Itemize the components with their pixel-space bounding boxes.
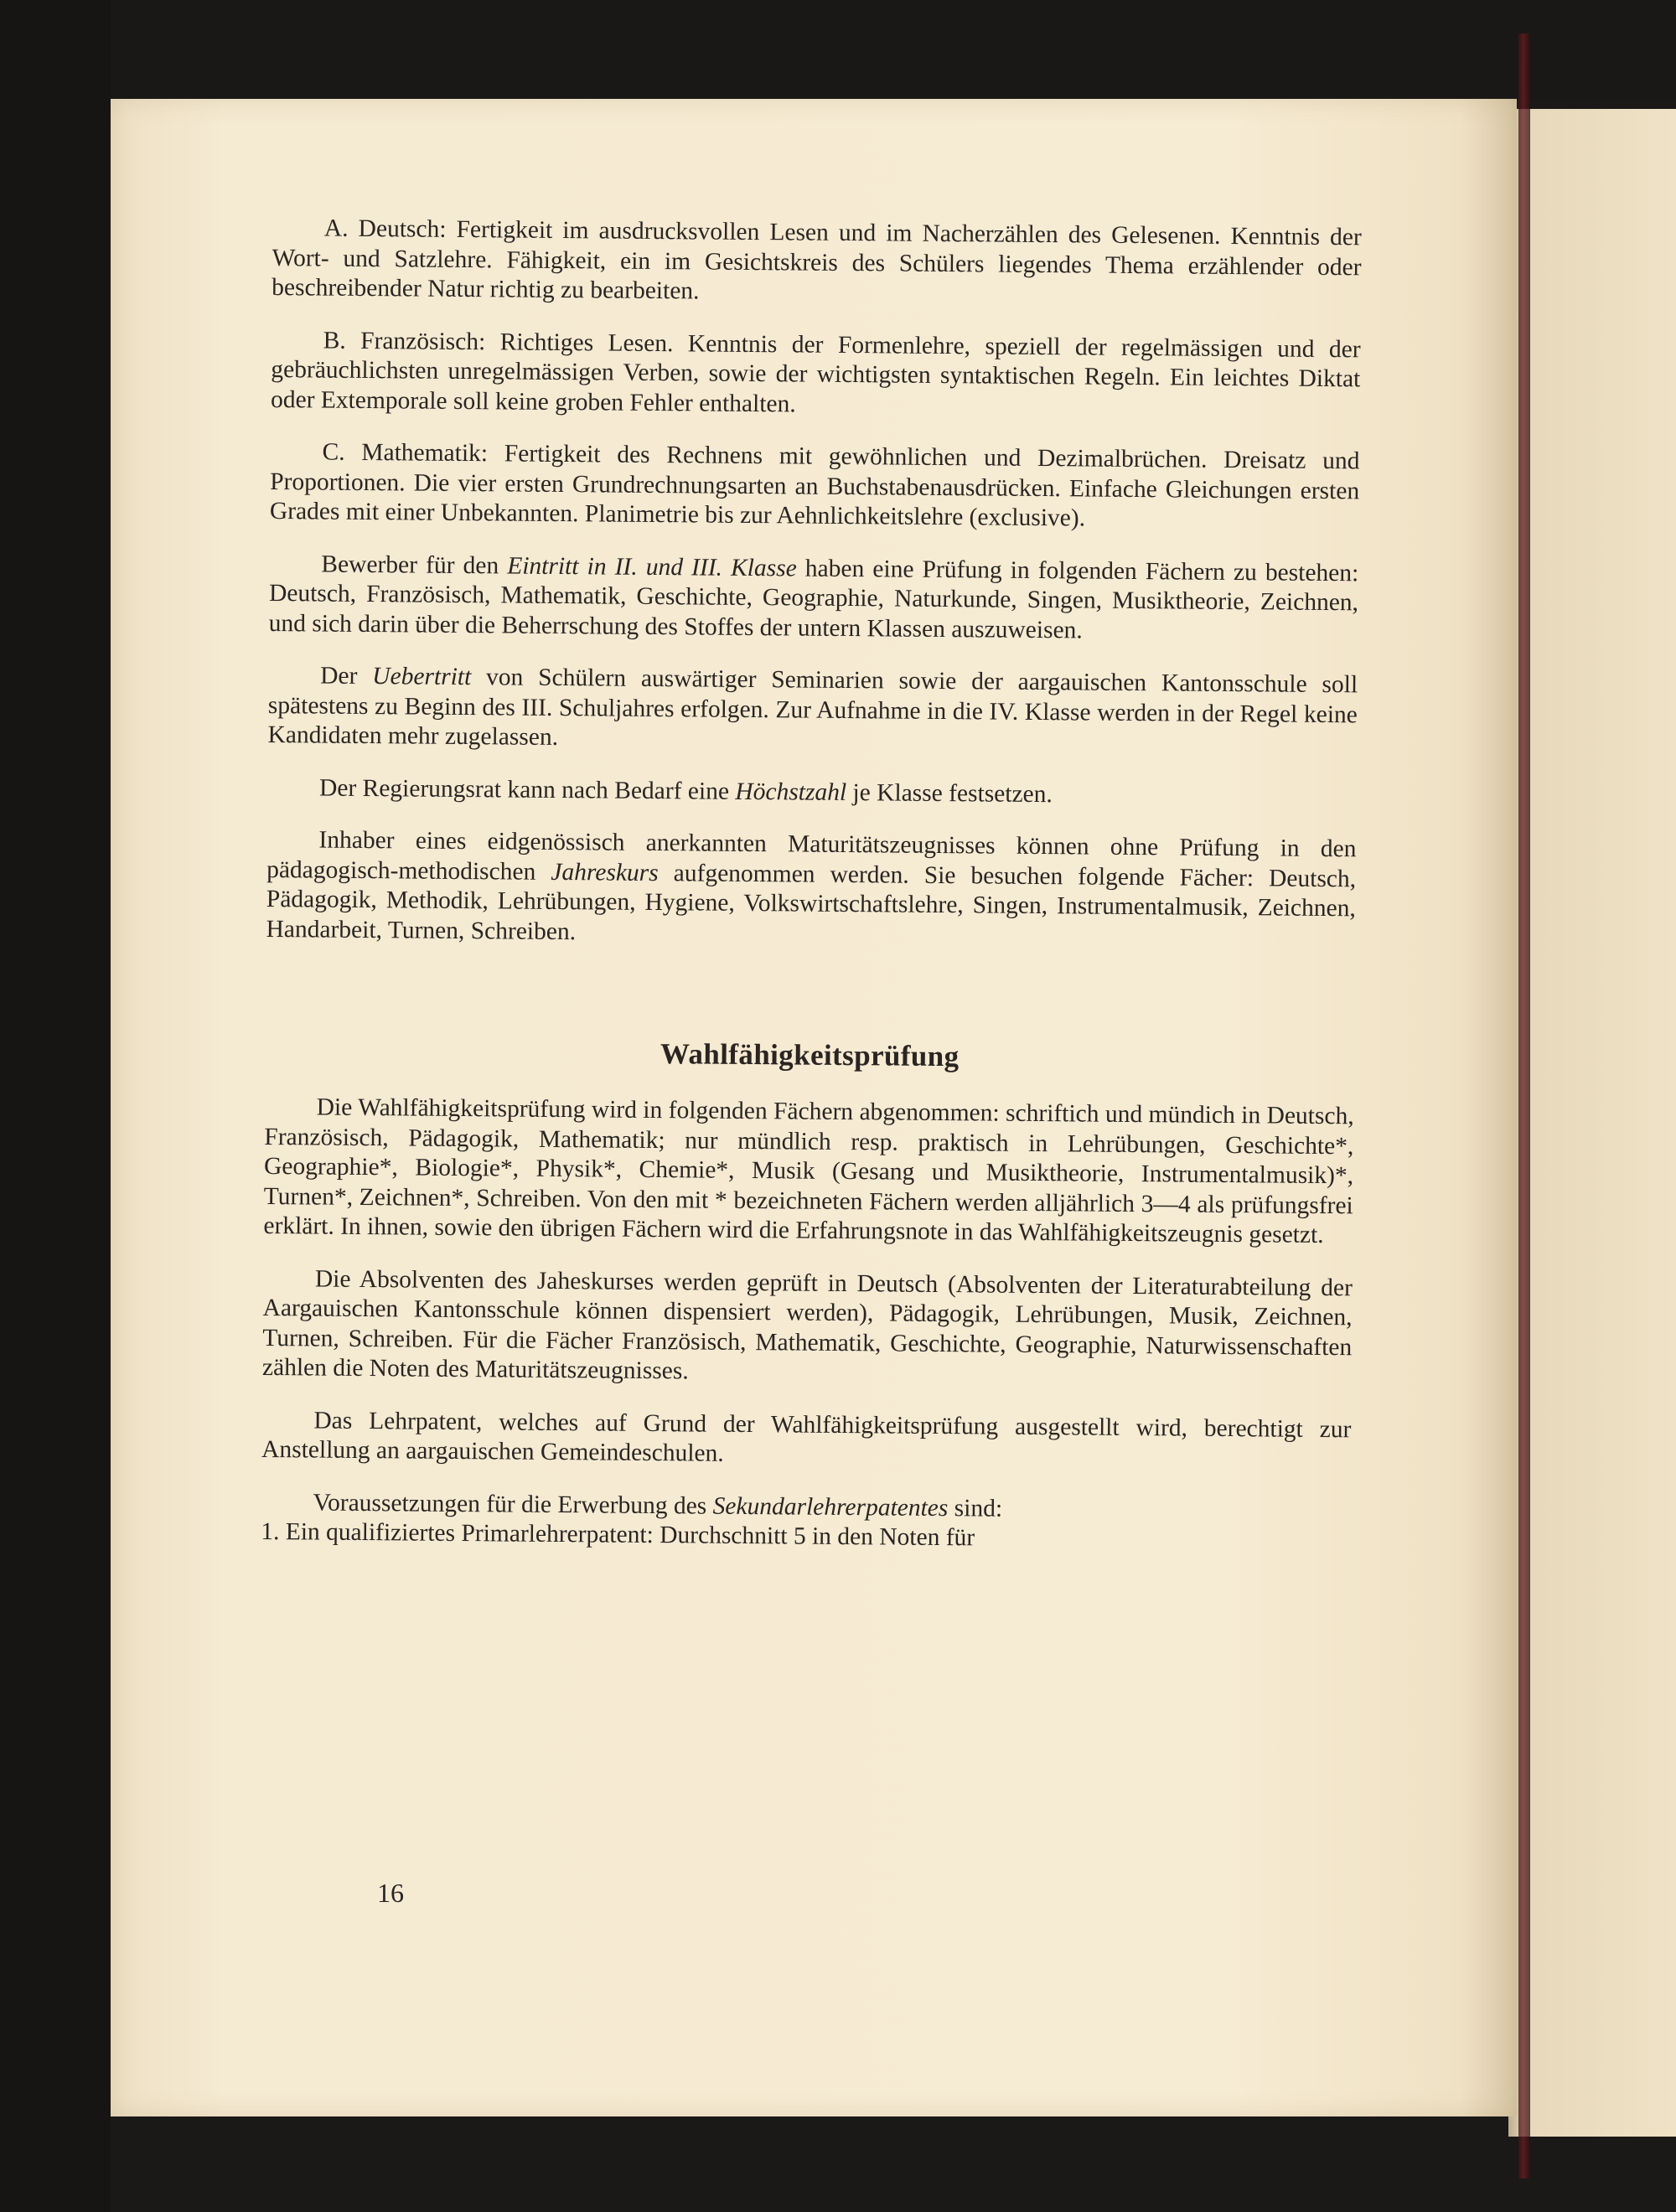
- paragraph-voraussetzungen: [261, 1487, 1351, 1556]
- page-number: 16: [377, 1878, 404, 1908]
- scan-background-top: [0, 0, 1676, 99]
- page-text: [261, 214, 1362, 1557]
- paragraph-mathematik: C. Mathematik: Fertigkeit des Rechnens mit gewöhnlichen und Dezimalbrüchen. Dreisatz und Proportionen. Die vier ersten Grundrechnungsarten an Buchstabenausdrücken. Einfache Gleichungen ersten Grades mit einer Unbekannten. Planimetrie bis zur Aehnlichkeitslehre (exclusive).: [269, 438, 1360, 532]
- paragraph-inhaber-text-1: Inhaber eines eidgenössisch anerkannten Maturitätszeugnisses können ohne Prüfung in den pädagogisch-methodischen: [266, 826, 1357, 886]
- paragraph-regierungsrat-text-2: je Klasse festsetzen.: [846, 778, 1053, 808]
- paragraph-regierungsrat-text-1: Der Regierungsrat kann nach Bedarf eine: [318, 774, 736, 805]
- paragraph-bewerber-text-1: Bewerber für den: [321, 550, 508, 579]
- paragraph-regierungsrat-emphasis: Höchstzahl: [735, 778, 847, 806]
- paragraph-bewerber-text-2: haben eine Prüfung in folgenden Fächern zu bestehen: Deutsch, Französisch, Mathematik, Geschichte, Geographie, Naturkunde, Singen, Musiktheorie, Zeichnen, und sich darin über die Beherrschung des Stoffes der untern Klassen auszuweisen.: [268, 554, 1359, 643]
- paragraph-regierungsrat: [267, 773, 1357, 812]
- paragraph-voraussetzungen-emphasis: Sekundarlehrerpatentes: [712, 1492, 949, 1522]
- paragraph-inhaber: [266, 825, 1356, 954]
- paragraph-franzoesisch: B. Französisch: Richtiges Lesen. Kenntnis der Formenlehre, speziell der regelmässigen und der gebräuchlichsten unregelmässigen Verben, sowie der wichtigsten syntaktischen Regeln. Ein leichtes Diktat oder Extemporale soll keine groben Fehler enthalten.: [270, 327, 1361, 417]
- scan-background-left: [0, 0, 111, 2212]
- paragraph-pruefung: Die Wahlfähigkeitsprüfung wird in folgenden Fächern abgenommen: schriftich und mündich in Deutsch, Französisch, Pädagogik, Mathematik; nur mündlich resp. praktisch in Lehrübungen, Geschichte*, Geographie*, Biologie*, Physik*, Chemie*, Musik (Gesang und Musiktheorie, Instrumentalmusik)*, Turnen*, Zeichnen*, Schreiben. Von den mit * bezeichneten Fächern werden alljährlich 3—4 als prüfungsfrei erklärt. In ihnen, sowie den übrigen Fächern wird die Erfahrungsnote in das Wahlfähigkeitszeugnis gesetzt.: [263, 1093, 1354, 1248]
- paragraph-bewerber-emphasis: Eintritt in II. und III. Klasse: [507, 551, 797, 581]
- paragraph-uebertritt-emphasis: Uebertritt: [372, 663, 472, 691]
- paragraph-inhaber-emphasis: Jahreskurs: [551, 858, 659, 886]
- binding-spine: [1518, 34, 1530, 2178]
- paragraph-deutsch: A. Deutsch: Fertigkeit im ausdrucksvollen Lesen und im Nacherzählen des Gelesenen. Kenntnis der Wort- und Satzlehre. Fähigkeit, ein im Gesichtskreis des Schülers liegendes Thema erzählender oder beschreibender Natur richtig zu bearbeiten.: [272, 214, 1362, 305]
- paragraph-uebertritt-text-1: Der: [320, 662, 373, 690]
- paragraph-bewerber: [269, 549, 1359, 648]
- section-heading: Wahlfähigkeitsprüfung: [660, 1037, 960, 1073]
- paragraph-voraussetzungen-text-2: sind:: [948, 1494, 1003, 1522]
- paragraph-lehrpatent: Das Lehrpatent, welches auf Grund der Wahlfähigkeitsprüfung ausgestellt wird, berechtigt zur Anstellung an aargauischen Gemeindeschulen.: [261, 1406, 1352, 1467]
- paragraph-voraussetzungen-text-3: 1. Ein qualifiziertes Primarlehrerpatent: Durchschnitt 5 in den Noten für: [261, 1517, 975, 1552]
- paragraph-uebertritt: [267, 661, 1358, 760]
- paragraph-uebertritt-text-2: von Schülern auswärtiger Seminarien sowie der aargauischen Kantonsschule soll spätestens zu Beginn des III. Schuljahres erfolgen. Zur Aufnahme in die IV. Klasse werden in der Regel keine Kandidaten mehr zugelassen.: [267, 664, 1358, 751]
- paragraph-inhaber-text-2: aufgenommen werden. Sie besuchen folgende Fächer: Deutsch, Pädagogik, Methodik, Lehrübungen, Hygiene, Volkswirtschaftslehre, Singen, Instrumentalmusik, Zeichnen, Handarbeit, Turnen, Schreiben.: [266, 859, 1357, 945]
- paragraph-absolventen: Die Absolventen des Jaheskurses werden geprüft in Deutsch (Absolventen der Literaturabteilung der Aargauischen Kantonsschule können dispensiert werden), Pädagogik, Lehrübungen, Musik, Zeichnen, Turnen, Schreiben. Für die Fächer Französisch, Mathematik, Geschichte, Geographie, Naturwissenschaften zählen die Noten des Maturitätszeugnisses.: [261, 1264, 1353, 1385]
- facing-page-edge: [1508, 109, 1676, 2137]
- paragraph-voraussetzungen-text-1: Voraussetzungen für die Erwerbung des: [313, 1488, 713, 1520]
